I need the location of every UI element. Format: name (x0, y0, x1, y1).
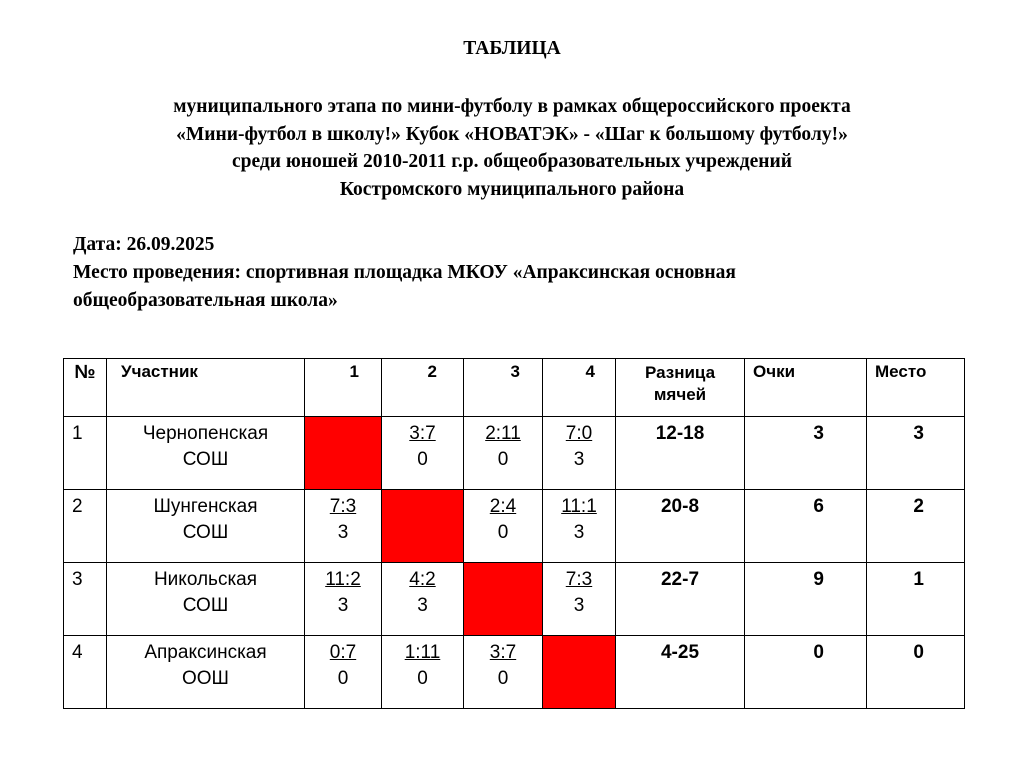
header-opponent-2: 2 (382, 359, 464, 417)
table-row (64, 490, 965, 563)
match-points: 3 (573, 595, 585, 616)
match-score: 11:1 (561, 496, 597, 517)
header-participant: Участник (107, 359, 305, 417)
goal-difference: 20-8 (616, 490, 745, 563)
subtitle-line: среди юношей 2010-2011 г.р. общеобразовательных учреждений (231, 151, 793, 172)
header-diff-line: мячей (653, 385, 707, 404)
results-table (63, 358, 965, 709)
goal-difference: 4-25 (616, 636, 745, 709)
match-points: 0 (497, 522, 509, 543)
match-points: 3 (417, 595, 428, 616)
match-result-cell (382, 563, 464, 636)
match-result-cell (305, 636, 382, 709)
header-points: Очки (745, 359, 867, 417)
event-venue (73, 259, 973, 315)
self-match-cell (543, 636, 616, 709)
match-result-cell (464, 417, 543, 490)
match-score: 2:4 (489, 496, 517, 517)
subtitle-line: муниципального этапа по мини-футболу в рамках общероссийского проекта (173, 96, 851, 117)
table-body (64, 417, 965, 709)
header-place: Место (867, 359, 965, 417)
final-place: 0 (867, 636, 965, 709)
header-opponent-1: 1 (305, 359, 382, 417)
goal-difference: 12-18 (616, 417, 745, 490)
match-score: 7:3 (565, 569, 593, 590)
match-points: 3 (337, 595, 349, 616)
venue-line: Место проведения: спортивная площадка МКОУ «Апраксинская основная (73, 262, 736, 283)
header-number: № (64, 359, 107, 417)
match-score: 7:0 (565, 423, 593, 444)
team-name (107, 636, 305, 709)
match-points: 0 (497, 449, 509, 470)
match-score: 7:3 (329, 496, 357, 517)
document-title: ТАБЛИЦА (463, 38, 561, 59)
match-points: 0 (417, 668, 428, 689)
header-diff-line: Разница (644, 363, 716, 382)
match-points: 3 (573, 522, 585, 543)
row-number: 1 (64, 417, 107, 490)
team-name (107, 563, 305, 636)
subtitle-line: Костромского муниципального района (339, 178, 685, 200)
final-place: 2 (867, 490, 965, 563)
event-date: Дата: 26.09.2025 (73, 234, 215, 255)
match-result-cell (464, 636, 543, 709)
match-points: 0 (417, 449, 428, 470)
match-result-cell (543, 417, 616, 490)
table-row (64, 563, 965, 636)
team-name-line: Шунгенская (153, 496, 258, 517)
self-match-cell (464, 563, 543, 636)
team-name-line: Чернопенская (142, 423, 269, 444)
total-points: 6 (745, 490, 867, 563)
team-name-line: Апраксинская (144, 642, 267, 663)
team-name-line: СОШ (182, 449, 229, 470)
row-number: 4 (64, 636, 107, 709)
match-score: 1:11 (404, 642, 441, 663)
match-result-cell (543, 563, 616, 636)
table-row (64, 417, 965, 490)
team-name-line: ООШ (182, 668, 229, 689)
match-points: 0 (337, 668, 349, 689)
match-points: 3 (573, 449, 585, 470)
final-place: 1 (867, 563, 965, 636)
team-name-line: СОШ (182, 522, 229, 543)
document-subtitle (0, 93, 1024, 203)
match-points: 0 (497, 668, 509, 689)
self-match-cell (382, 490, 464, 563)
total-points: 3 (745, 417, 867, 490)
venue-line: общеобразовательная школа» (73, 290, 338, 311)
match-score: 2:11 (485, 423, 521, 444)
match-result-cell (382, 417, 464, 490)
match-score: 3:7 (489, 642, 517, 663)
table-row (64, 636, 965, 709)
team-name-line: СОШ (182, 595, 229, 616)
match-score: 3:7 (409, 423, 436, 444)
header-goal-difference (616, 359, 745, 417)
match-result-cell (543, 490, 616, 563)
header-opponent-4: 4 (543, 359, 616, 417)
team-name (107, 417, 305, 490)
match-score: 4:2 (409, 569, 436, 590)
team-name-line: Никольская (153, 569, 258, 590)
match-score: 11:2 (325, 569, 361, 590)
team-name (107, 490, 305, 563)
match-result-cell (305, 563, 382, 636)
match-result-cell (382, 636, 464, 709)
subtitle-line: «Мини-футбол в школу!» Кубок «НОВАТЭК» - «Шаг к большому футболу!» (176, 123, 848, 145)
self-match-cell (305, 417, 382, 490)
match-score: 0:7 (329, 642, 357, 663)
header-opponent-3: 3 (464, 359, 543, 417)
match-result-cell (305, 490, 382, 563)
table-header-row (64, 359, 965, 417)
goal-difference: 22-7 (616, 563, 745, 636)
final-place: 3 (867, 417, 965, 490)
row-number: 3 (64, 563, 107, 636)
total-points: 9 (745, 563, 867, 636)
total-points: 0 (745, 636, 867, 709)
row-number: 2 (64, 490, 107, 563)
match-result-cell (464, 490, 543, 563)
match-points: 3 (337, 522, 349, 543)
